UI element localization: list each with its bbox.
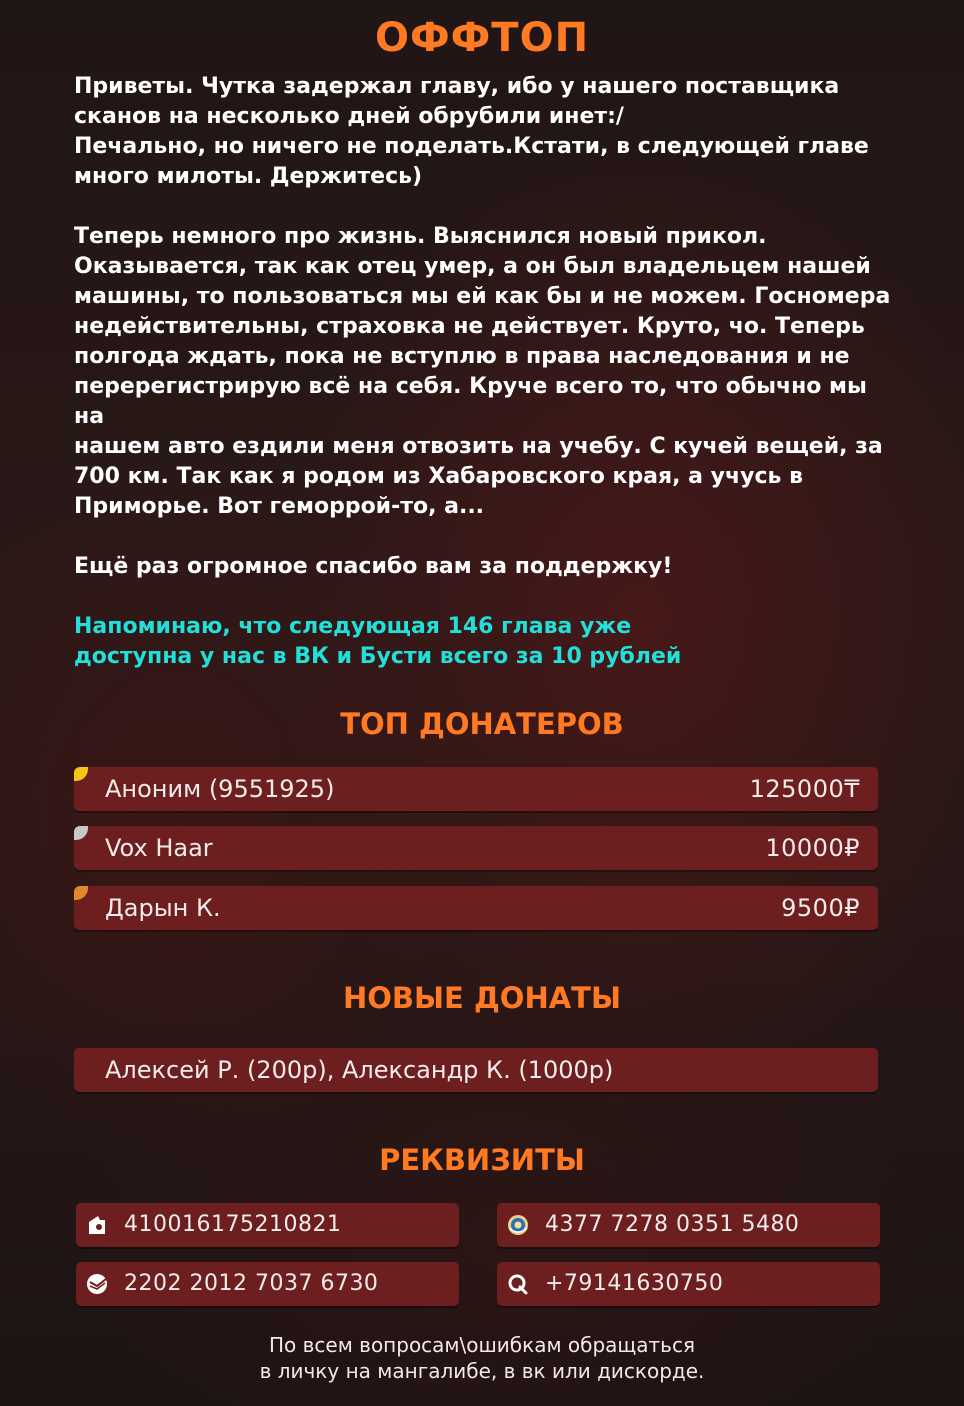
message-line: Ещё раз огромное спасибо вам за поддержку! xyxy=(74,554,673,579)
donor-row xyxy=(74,826,878,870)
message-line: сканов на несколько дней обрубили инет:/ xyxy=(74,104,624,129)
message-line: Приморье. Вот геморрой-то, а... xyxy=(74,494,485,519)
donor-name: Аноним (9551925) xyxy=(105,775,335,803)
donor-name: Vox Haar xyxy=(105,834,213,862)
bronze-medal-icon xyxy=(74,886,88,900)
top-donors-title: ТОП ДОНАТЕРОВ xyxy=(340,707,624,741)
new-donations-text: Алексей Р. (200р), Александр К. (1000р) xyxy=(105,1056,614,1084)
gold-medal-icon xyxy=(74,767,88,781)
donor-name: Дарын К. xyxy=(105,894,221,922)
new-donations-title: НОВЫЕ ДОНАТЫ xyxy=(342,981,621,1015)
requisite-kazakh-bank[interactable] xyxy=(497,1203,880,1247)
kazakh-bank-emblem-icon xyxy=(507,1214,529,1236)
requisite-yoomoney[interactable] xyxy=(76,1203,459,1247)
message-line: недействительны, страховка не действует. Круто, чо. Теперь xyxy=(74,314,865,339)
footer-line: в личку на мангалибе, в вк или дискорде. xyxy=(259,1359,705,1383)
requisite-sberbank[interactable] xyxy=(76,1262,459,1306)
donor-row xyxy=(74,886,878,930)
message-line: Приветы. Чутка задержал главу, ибо у нашего поставщика xyxy=(74,74,840,99)
requisite-value: 410016175210821 xyxy=(124,1212,342,1237)
message-line: Теперь немного про жизнь. Выяснился новый прикол. xyxy=(74,224,767,249)
requisite-value: +79141630750 xyxy=(545,1271,724,1296)
donor-amount: 125000₸ xyxy=(749,775,860,803)
message-line: перерегистрирую всё на себя. Круче всего то, что обычно мы на xyxy=(74,374,867,429)
footer-line: По всем вопросам\ошибкам обращаться xyxy=(268,1333,695,1357)
sberbank-icon xyxy=(86,1273,108,1295)
qiwi-icon xyxy=(507,1273,529,1295)
message-line: много милоты. Держитесь) xyxy=(74,164,423,189)
donor-amount: 9500₽ xyxy=(781,894,860,922)
new-donations-row xyxy=(74,1048,878,1092)
message-line: Печально, но ничего не поделать.Кстати, в следующей главе xyxy=(74,134,869,159)
message-line: 700 км. Так как я родом из Хабаровского края, а учусь в xyxy=(74,464,803,489)
message-line: Оказывается, так как отец умер, а он был владельцем нашей xyxy=(74,254,871,279)
silver-medal-icon xyxy=(74,826,88,840)
requisite-value: 2202 2012 7037 6730 xyxy=(124,1271,379,1296)
reminder-line: доступна у нас в ВК и Бусти всего за 10 рублей xyxy=(74,644,682,669)
requisite-value: 4377 7278 0351 5480 xyxy=(545,1212,800,1237)
page-title: ОФФТОП xyxy=(374,15,590,61)
message-line: полгода ждать, пока не вступлю в права наследования и не xyxy=(74,344,850,369)
requisite-qiwi[interactable] xyxy=(497,1262,880,1306)
yoomoney-wallet-icon xyxy=(86,1214,108,1236)
message-line: машины, то пользоваться мы ей как бы и не можем. Госномера xyxy=(74,284,891,309)
donor-row xyxy=(74,767,878,811)
contact-footer xyxy=(0,1332,964,1384)
message-line: нашем авто ездили меня отвозить на учебу. С кучей вещей, за xyxy=(74,434,883,459)
author-message xyxy=(74,72,894,672)
requisites-title: РЕКВИЗИТЫ xyxy=(379,1143,585,1177)
reminder-line: Напоминаю, что следующая 146 глава уже xyxy=(74,614,632,639)
donor-amount: 10000₽ xyxy=(765,834,860,862)
